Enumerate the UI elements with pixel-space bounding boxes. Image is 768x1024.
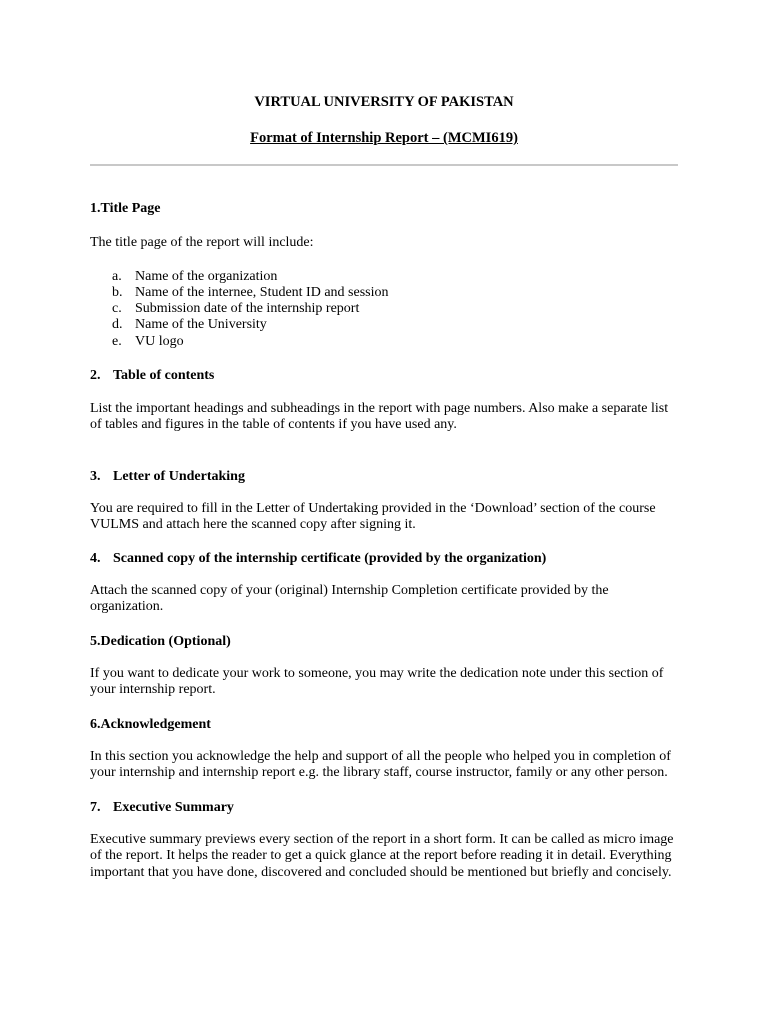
section-heading-letter-of-undertaking (90, 468, 680, 485)
list-item (90, 301, 680, 317)
document-subtitle: Format of Internship Report – (MCMI619) (250, 130, 518, 146)
internship-certificate-body: Attach the scanned copy of your (original) Internship Completion certificate provided by the organization. (90, 582, 609, 615)
document-body (90, 200, 680, 881)
section-heading-text: Table of contents (113, 367, 215, 383)
list-item-text: Name of the organization (135, 268, 278, 284)
list-item-text: Submission date of the internship report (135, 301, 360, 317)
section-number: 7. (90, 799, 101, 815)
list-marker: a. (112, 268, 122, 284)
header-divider (90, 164, 678, 166)
list-item-text: Name of the internee, Student ID and session (135, 284, 389, 300)
section-number: 4. (90, 550, 101, 566)
list-item (90, 317, 680, 333)
dedication-body: If you want to dedicate your work to someone, you may write the dedication note under this section of your internship report. (90, 665, 664, 698)
list-item (90, 334, 680, 350)
title-page-intro: The title page of the report will include: (90, 235, 314, 250)
list-marker: c. (112, 301, 122, 317)
list-item-text: VU logo (135, 333, 184, 349)
list-item (90, 269, 680, 285)
section-heading-acknowledgement: 6.Acknowledgement (90, 716, 211, 732)
list-marker: e. (112, 333, 122, 349)
section-heading-text: Scanned copy of the internship certificate (provided by the organization) (113, 550, 547, 566)
letter-of-undertaking-body: You are required to fill in the Letter of Undertaking provided in the ‘Download’ section of the course VULMS and attach here the scanned copy after signing it. (90, 500, 656, 533)
list-marker: d. (112, 317, 123, 333)
acknowledgement-body: In this section you acknowledge the help and support of all the people who helped you in completion of your internship and internship report e.g. the library staff, course instructor, family or any other person. (90, 748, 671, 781)
section-heading-text: Executive Summary (113, 799, 234, 815)
section-heading-table-of-contents (90, 367, 680, 384)
section-number: 2. (90, 367, 101, 383)
section-heading-internship-certificate (90, 550, 680, 567)
section-heading-dedication: 5.Dedication (Optional) (90, 633, 231, 649)
document-title: VIRTUAL UNIVERSITY OF PAKISTAN (254, 94, 514, 110)
section-number: 3. (90, 468, 101, 484)
table-of-contents-body: List the important headings and subheadings in the report with page numbers. Also make a separate list of tables and figures in the table of contents if you have used any. (90, 400, 669, 433)
executive-summary-body: Executive summary previews every section of the report in a short form. It can be called as micro image of the report. It helps the reader to get a quick glance at the report before reading it in detail. Everything important that you have done, discovered and concluded should be mentioned but briefly and concisely. (90, 831, 674, 880)
list-marker: b. (112, 284, 123, 300)
section-heading-text: Letter of Undertaking (113, 468, 245, 484)
list-item-text: Name of the University (135, 317, 267, 333)
section-heading-title-page: 1.Title Page (90, 201, 161, 216)
section-heading-executive-summary (90, 799, 680, 816)
list-item (90, 285, 680, 301)
title-page-list (90, 269, 680, 350)
